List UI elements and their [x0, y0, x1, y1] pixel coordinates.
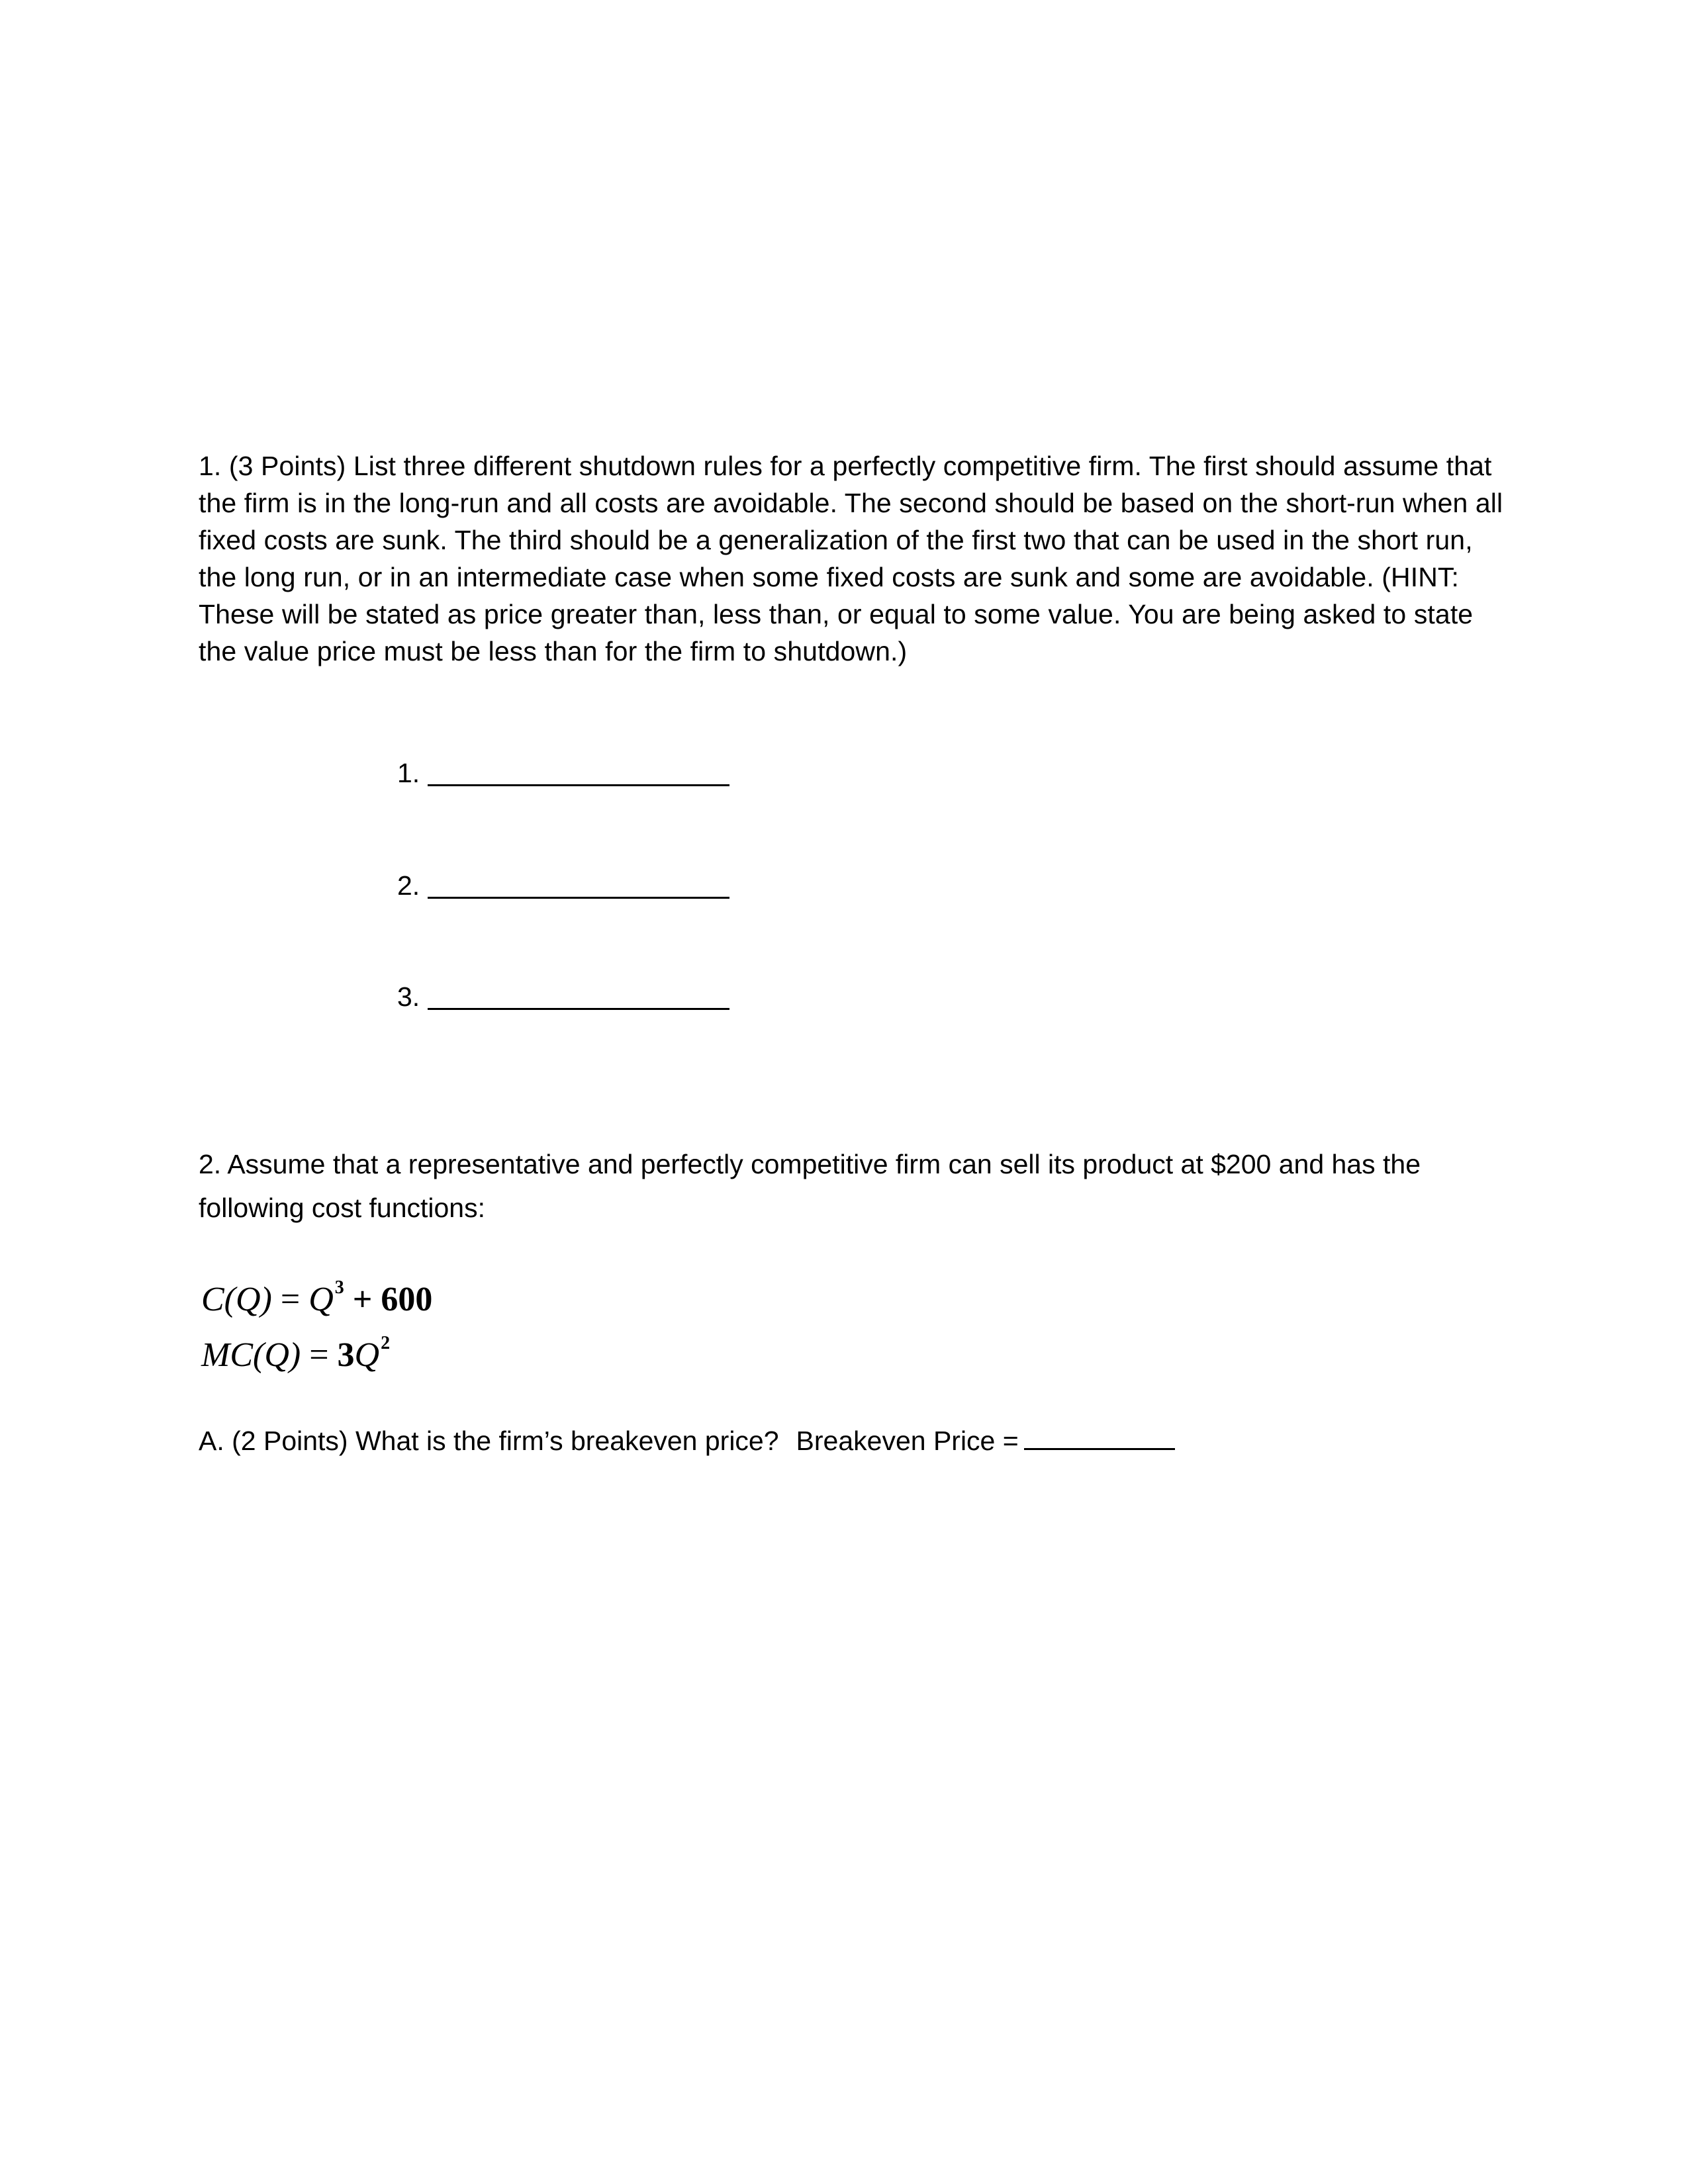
question-2-text: 2. Assume that a representative and perfectly competitive firm can sell its product at $200 and has the following cost functions: — [199, 1149, 1421, 1223]
mc-lhs: MC(Q) — [201, 1336, 301, 1374]
answer-number: 3. — [397, 981, 420, 1012]
answer-blank[interactable] — [428, 897, 729, 899]
answer-line-3[interactable] — [397, 978, 735, 1018]
cost-exponent: 3 — [334, 1277, 344, 1298]
cost-variable: Q — [308, 1281, 334, 1318]
mc-exponent: 2 — [381, 1333, 391, 1353]
cost-lhs: C(Q) — [201, 1281, 272, 1318]
answer-number: 1. — [397, 758, 420, 788]
answer-line-1[interactable] — [397, 754, 735, 794]
mc-coefficient: 3 — [337, 1336, 355, 1374]
equals-sign: = — [301, 1336, 338, 1374]
mc-variable: Q — [354, 1336, 380, 1374]
cost-constant: + 600 — [344, 1281, 433, 1318]
answer-blank[interactable] — [428, 1008, 729, 1010]
breakeven-price-label: Breakeven Price = — [796, 1426, 1019, 1456]
question-2a-label: A. (2 Points) What is the firm’s breakeven price? — [199, 1426, 779, 1456]
answer-line-2[interactable] — [397, 867, 735, 907]
equals-sign: = — [271, 1281, 309, 1318]
marginal-cost-equation — [201, 1333, 390, 1375]
question-2a — [199, 1426, 1175, 1457]
cost-function-equation — [201, 1277, 432, 1319]
breakeven-price-blank[interactable] — [1024, 1448, 1175, 1450]
answer-blank[interactable] — [428, 784, 729, 786]
answer-number: 2. — [397, 870, 420, 901]
question-1-text: 1. (3 Points) List three different shutdown rules for a perfectly competitive firm. The first should assume that the firm is in the long-run and all costs are avoidable. The second should be based on the short-run when all fixed costs are sunk. The third should be a generalization of the first two that can be used in the short run, the long run, or in an intermediate case when some fixed costs are sunk and some are avoidable. (HINT: These will be stated as price greater than, less than, or equal to some value. You are being asked to state the value price must be less than for the firm to shutdown.) — [199, 451, 1503, 666]
